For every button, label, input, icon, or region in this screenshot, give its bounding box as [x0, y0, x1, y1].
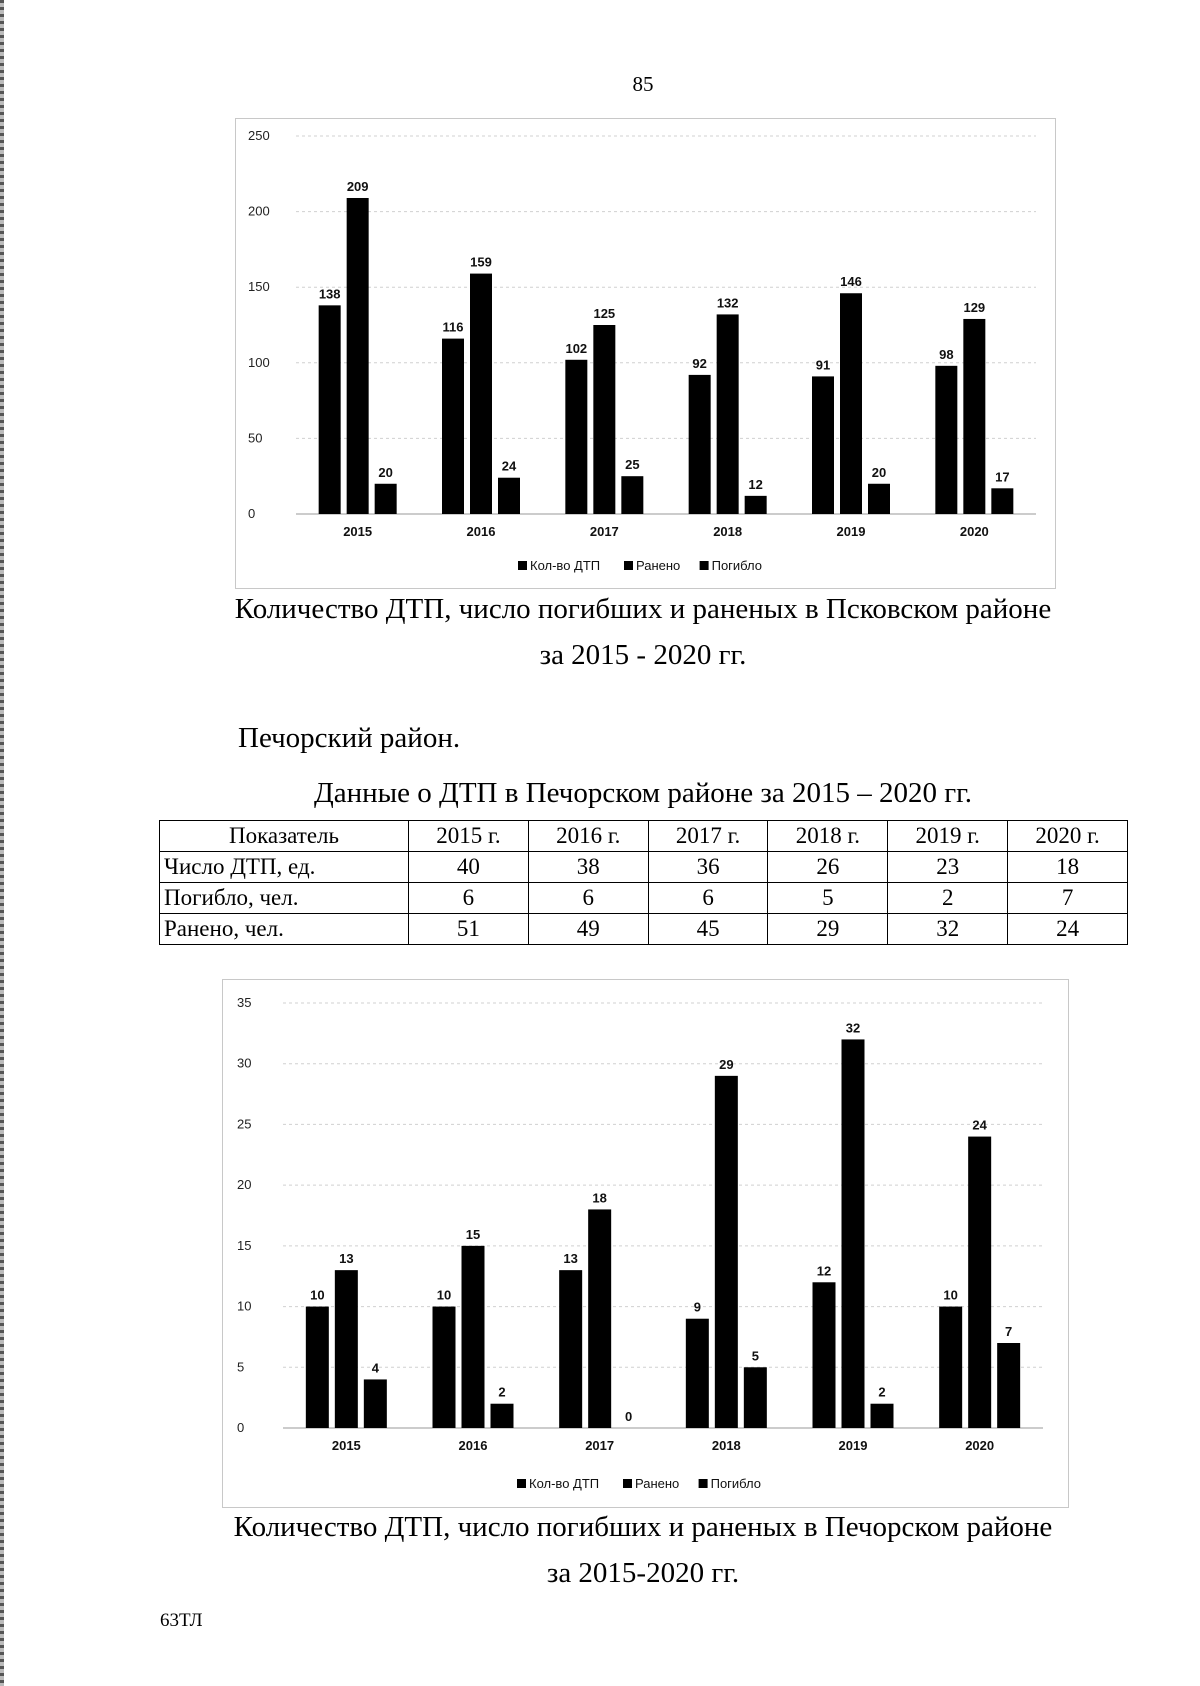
data-label: 13 [563, 1251, 578, 1267]
y-tick-label: 30 [237, 1055, 252, 1071]
table-cell: 49 [528, 914, 648, 945]
data-label: 17 [995, 469, 1010, 485]
table-cell: 2 [888, 883, 1008, 914]
data-label: 129 [963, 299, 986, 315]
y-tick-label: 20 [237, 1177, 252, 1193]
table-header-cell: 2016 г. [528, 821, 648, 852]
data-label: 24 [972, 1117, 987, 1133]
data-label: 138 [318, 286, 341, 302]
data-label: 209 [346, 178, 369, 194]
chart-pechory-caption-line1: Количество ДТП, число погибших и раненых в Печорском районе [233, 1511, 1053, 1543]
y-tick-label: 100 [248, 354, 270, 370]
bar [745, 496, 767, 514]
data-label: 125 [593, 306, 616, 321]
x-tick-label: 2016 [458, 1438, 488, 1453]
data-label: 146 [840, 274, 862, 290]
table-row [160, 883, 1128, 914]
data-label: 2 [498, 1384, 506, 1400]
bar [939, 1307, 962, 1428]
table-header-cell: Показатель [160, 821, 409, 852]
bar [498, 478, 520, 514]
bar [559, 1270, 582, 1428]
bar [717, 314, 739, 514]
bar [375, 484, 397, 514]
footer-code: 63ТЛ [160, 1610, 203, 1631]
table-cell: 29 [768, 914, 888, 945]
legend-swatch [624, 561, 633, 570]
bar [319, 305, 341, 514]
x-tick-label: 2017 [585, 1438, 615, 1453]
scan-edge [0, 0, 4, 1686]
bar [470, 274, 492, 514]
x-tick-label: 2015 [343, 524, 373, 539]
data-label: 10 [943, 1287, 958, 1303]
data-label: 102 [565, 340, 588, 356]
section-heading: Печорский район. [238, 722, 461, 754]
table-cell: 6 [528, 883, 648, 914]
bar [997, 1343, 1020, 1428]
data-label: 4 [371, 1360, 379, 1376]
chart-pskov-caption-line1: Количество ДТП, число погибших и раненых в Псковском районе [234, 593, 1052, 625]
data-label: 2 [878, 1384, 886, 1400]
bar [593, 325, 615, 514]
legend-swatch [699, 1479, 708, 1488]
y-tick-label: 5 [237, 1359, 245, 1375]
data-label: 116 [442, 319, 464, 335]
data-label: 132 [716, 295, 739, 311]
table-cell: 24 [1008, 914, 1128, 945]
bar [588, 1209, 611, 1428]
table-row [160, 852, 1128, 883]
table-cell: 6 [648, 883, 768, 914]
data-label: 9 [693, 1299, 701, 1315]
bar [813, 1282, 836, 1428]
table-header-row [160, 821, 1128, 852]
bar [744, 1367, 767, 1428]
data-label: 10 [310, 1287, 325, 1303]
bar [935, 366, 957, 514]
y-tick-label: 50 [248, 430, 263, 446]
chart-pskov-plot [236, 119, 1055, 588]
y-tick-label: 15 [237, 1237, 252, 1253]
table-cell: 6 [409, 883, 529, 914]
data-label: 32 [845, 1020, 861, 1036]
table-cell: Погибло, чел. [160, 883, 409, 914]
x-tick-label: 2015 [331, 1438, 361, 1453]
data-label: 0 [625, 1409, 633, 1424]
bar [689, 375, 711, 514]
table-header-cell: 2020 г. [1008, 821, 1128, 852]
legend-label: Ранено [636, 558, 681, 573]
data-label: 12 [748, 476, 763, 492]
chart-pskov-caption [0, 586, 1200, 678]
y-tick-label: 0 [237, 1420, 245, 1435]
legend-swatch [700, 561, 709, 570]
data-label: 5 [751, 1348, 759, 1364]
data-label: 12 [816, 1263, 832, 1279]
x-tick-label: 2018 [713, 524, 743, 539]
table-cell: 36 [648, 852, 768, 883]
data-label: 20 [378, 464, 393, 480]
legend-label: Кол-во ДТП [530, 558, 601, 573]
bar [842, 1039, 865, 1428]
legend-label: Погибло [710, 1476, 762, 1491]
data-label: 24 [501, 458, 517, 474]
table-title: Данные о ДТП в Печорском районе за 2015 – 2020 гг. [313, 777, 973, 809]
bar [715, 1076, 738, 1428]
y-tick-label: 35 [237, 995, 252, 1010]
data-label: 98 [939, 346, 954, 362]
bar [868, 484, 890, 514]
table-cell: 5 [768, 883, 888, 914]
bar [686, 1319, 709, 1428]
bar [812, 376, 834, 514]
data-label: 7 [1005, 1324, 1013, 1339]
table-cell: 7 [1008, 883, 1128, 914]
data-label: 29 [719, 1056, 734, 1072]
table-cell: 51 [409, 914, 529, 945]
data-label: 10 [436, 1287, 452, 1303]
bar [621, 476, 643, 514]
legend-swatch [518, 561, 527, 570]
bar [364, 1379, 387, 1428]
chart-pskov [235, 118, 1056, 589]
bar [347, 198, 369, 514]
bar [442, 339, 464, 514]
bar [963, 319, 985, 514]
table-header-cell: 2018 г. [768, 821, 888, 852]
bar [306, 1307, 329, 1428]
table-header-cell: 2017 г. [648, 821, 768, 852]
bar [871, 1404, 894, 1428]
x-tick-label: 2017 [589, 524, 619, 539]
legend-swatch [517, 1479, 526, 1488]
y-tick-label: 200 [248, 203, 270, 219]
x-tick-label: 2018 [711, 1438, 741, 1453]
x-tick-label: 2020 [959, 524, 989, 539]
data-label: 13 [339, 1251, 354, 1267]
chart-pskov-caption-line2: за 2015 - 2020 гг. [539, 639, 747, 671]
table-cell: 32 [888, 914, 1008, 945]
y-tick-label: 25 [237, 1116, 252, 1132]
table-header-cell: 2015 г. [409, 821, 529, 852]
y-tick-label: 0 [248, 506, 256, 521]
bar [491, 1404, 514, 1428]
legend-label: Кол-во ДТП [529, 1476, 600, 1491]
bar [433, 1307, 456, 1428]
table-cell: 45 [648, 914, 768, 945]
chart-pechory-caption-line2: за 2015-2020 гг. [546, 1557, 740, 1589]
bar [840, 293, 862, 514]
data-label: 15 [465, 1226, 481, 1242]
chart-pechory-plot [223, 980, 1068, 1507]
table-cell: 40 [409, 852, 529, 883]
data-label: 91 [815, 357, 831, 373]
data-label: 20 [871, 464, 887, 480]
legend-swatch [623, 1479, 632, 1488]
y-tick-label: 150 [248, 279, 270, 295]
table-cell: Число ДТП, ед. [160, 852, 409, 883]
bar [462, 1246, 485, 1428]
table-cell: 26 [768, 852, 888, 883]
x-tick-label: 2019 [836, 524, 866, 539]
legend-label: Погибло [711, 558, 763, 573]
data-label: 159 [470, 254, 492, 270]
x-tick-label: 2016 [466, 524, 496, 539]
table-cell: 18 [1008, 852, 1128, 883]
data-label: 92 [692, 355, 707, 371]
x-tick-label: 2019 [838, 1438, 868, 1453]
legend-label: Ранено [635, 1476, 680, 1491]
x-tick-label: 2020 [965, 1438, 995, 1453]
data-label: 18 [592, 1190, 607, 1206]
chart-pechory-caption [0, 1504, 1200, 1596]
y-tick-label: 10 [237, 1298, 252, 1314]
chart-pechory [222, 979, 1069, 1508]
page-number: 85 [632, 72, 654, 96]
table-cell: Ранено, чел. [160, 914, 409, 945]
table-row [160, 914, 1128, 945]
y-tick-label: 250 [248, 128, 270, 143]
data-table [159, 820, 1128, 945]
table-cell: 23 [888, 852, 1008, 883]
bar [565, 360, 587, 514]
bar [335, 1270, 358, 1428]
bar [991, 488, 1013, 514]
table-header-cell: 2019 г. [888, 821, 1008, 852]
data-label: 25 [625, 457, 640, 473]
bar [968, 1137, 991, 1428]
table-cell: 38 [528, 852, 648, 883]
